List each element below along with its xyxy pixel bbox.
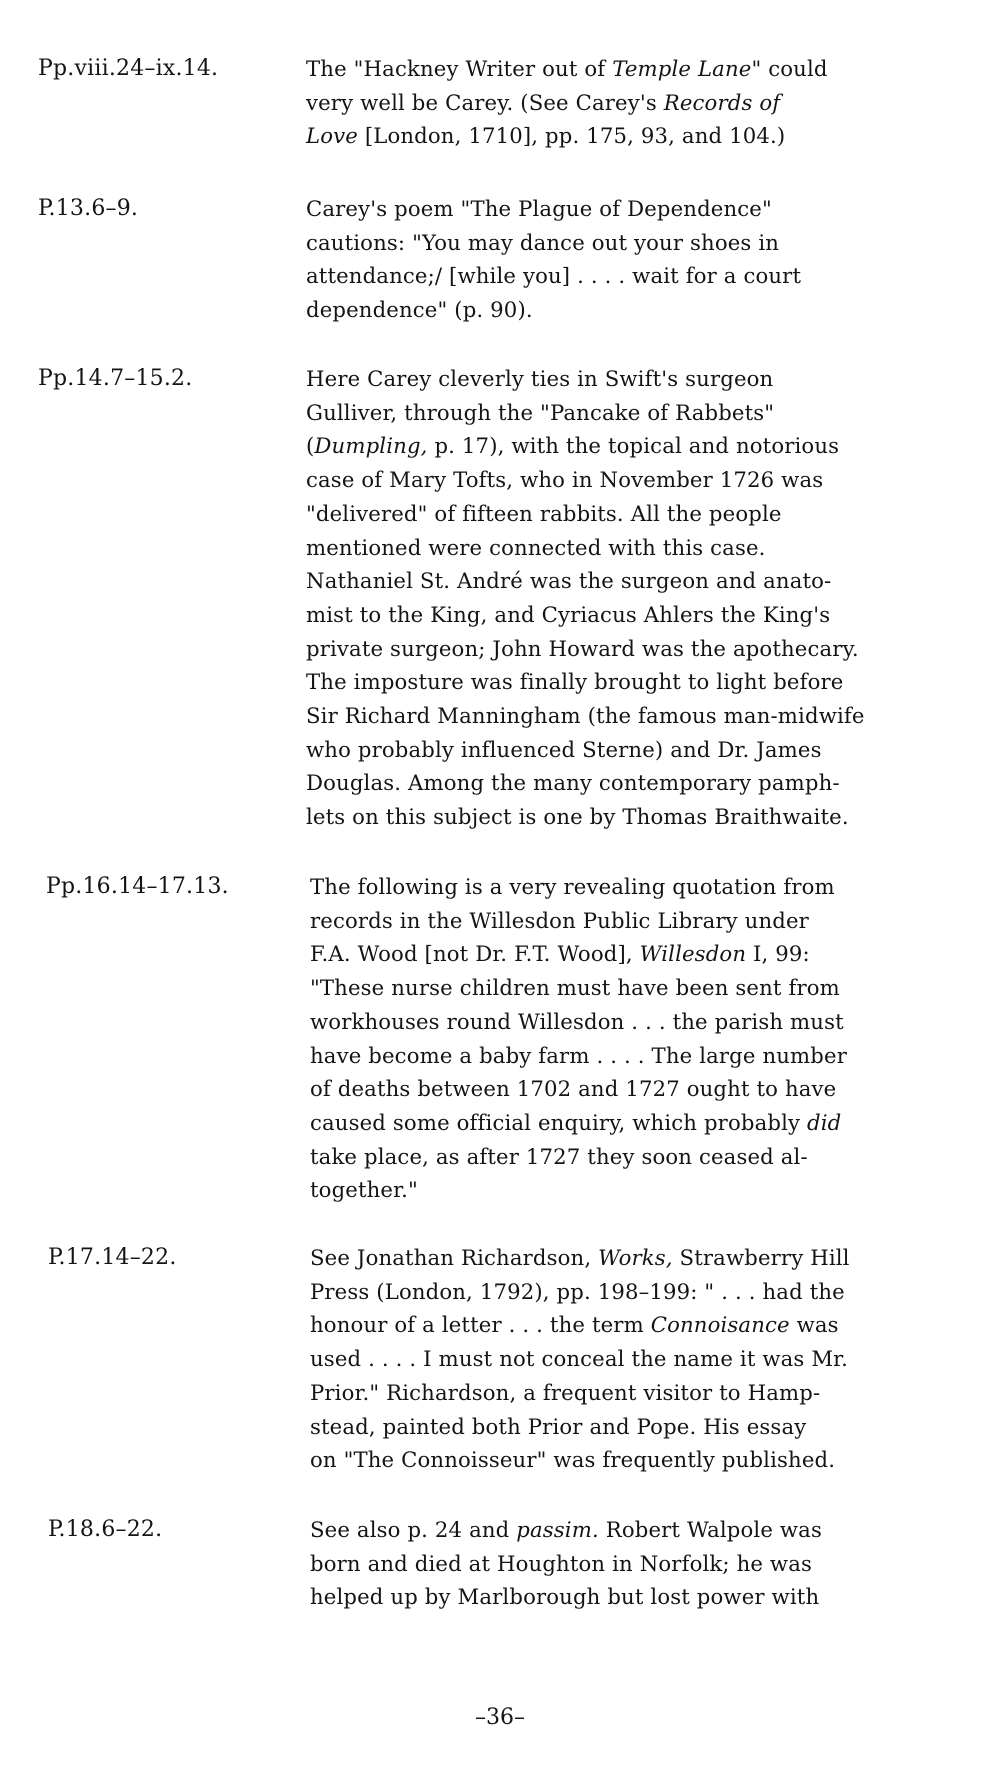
note-line: (Dumpling, p. 17), with the topical and notorious — [306, 433, 840, 459]
note-text — [306, 362, 865, 834]
note-reference: P.17.14–22. — [48, 1245, 177, 1270]
note-line: attendance;/ [while you] . . . . wait for a court — [306, 263, 802, 289]
note-line: cautions: "You may dance out your shoes in — [306, 229, 780, 255]
note-line: The "Hackney Writer out of Temple Lane" could — [306, 56, 828, 81]
note-text — [310, 1241, 850, 1477]
note-line: on "The Connoisseur" was frequently published. — [310, 1447, 836, 1473]
note-line: Press (London, 1792), pp. 198–199: " . . . had the — [310, 1278, 845, 1304]
note-line: who probably influenced Sterne) and Dr. James — [306, 736, 822, 762]
note-line: Nathaniel St. André was the surgeon and anato- — [306, 568, 832, 594]
note-line: Douglas. Among the many contemporary pamph- — [306, 770, 840, 796]
note-line: mist to the King, and Cyriacus Ahlers the King's — [306, 601, 831, 627]
note-reference: P.18.6–22. — [48, 1517, 163, 1542]
page-number: –36– — [475, 1705, 525, 1730]
note-text — [310, 1513, 822, 1614]
note-line: Sir Richard Manningham (the famous man-midwife — [306, 703, 865, 729]
note-line: "delivered" of fifteen rabbits. All the people — [306, 500, 782, 526]
note-line: records in the Willesdon Public Library under — [310, 907, 809, 933]
note-line: Prior." Richardson, a frequent visitor to Hamp- — [310, 1379, 821, 1405]
note-reference: Pp.16.14–17.13. — [46, 874, 229, 899]
note-line: "These nurse children must have been sent from — [310, 975, 840, 1001]
note-line: caused some official enquiry, which probably did — [310, 1109, 842, 1135]
note-line: take place, as after 1727 they soon ceased al- — [310, 1143, 808, 1169]
note-line: dependence" (p. 90). — [306, 297, 533, 323]
note-line: helped up by Marlborough but lost power with — [310, 1584, 820, 1610]
note-line: private surgeon; John Howard was the apothecary. — [306, 635, 859, 661]
note-line: case of Mary Tofts, who in November 1726 was — [306, 467, 824, 493]
note-line: The imposture was finally brought to light before — [306, 669, 844, 695]
note-text — [306, 192, 801, 327]
note-line: See Jonathan Richardson, Works, Strawberry Hill — [310, 1245, 850, 1270]
note-line: used . . . . I must not conceal the name it was Mr. — [310, 1346, 849, 1372]
note-line: mentioned were connected with this case. — [306, 534, 766, 560]
note-line: honour of a letter . . . the term Connoisance was — [310, 1312, 839, 1338]
note-line: born and died at Houghton in Norfolk; he was — [310, 1550, 813, 1576]
note-line: have become a baby farm . . . . The large number — [310, 1042, 847, 1068]
note-line: workhouses round Willesdon . . . the parish must — [310, 1008, 844, 1034]
note-text — [310, 870, 847, 1207]
note-reference: Pp.14.7–15.2. — [38, 366, 193, 391]
note-text — [306, 52, 828, 153]
note-reference: P.13.6–9. — [38, 196, 139, 221]
note-line: lets on this subject is one by Thomas Braithwaite. — [306, 804, 849, 830]
note-line: Love [London, 1710], pp. 175, 93, and 104.) — [306, 123, 786, 149]
note-line: stead, painted both Prior and Pope. His essay — [310, 1413, 807, 1439]
note-line: very well be Carey. (See Carey's Records of — [306, 89, 781, 115]
note-line: Gulliver, through the "Pancake of Rabbets" — [306, 399, 775, 425]
note-reference: Pp.viii.24–ix.14. — [38, 56, 219, 81]
note-line: See also p. 24 and passim. Robert Walpole was — [310, 1517, 822, 1542]
note-line: Carey's poem "The Plague of Dependence" — [306, 196, 772, 221]
note-line: Here Carey cleverly ties in Swift's surgeon — [306, 366, 774, 391]
note-line: F.A. Wood [not Dr. F.T. Wood], Willesdon I, 99: — [310, 941, 810, 967]
note-line: together." — [310, 1177, 418, 1203]
note-line: The following is a very revealing quotation from — [310, 874, 835, 899]
note-line: of deaths between 1702 and 1727 ought to have — [310, 1076, 837, 1102]
